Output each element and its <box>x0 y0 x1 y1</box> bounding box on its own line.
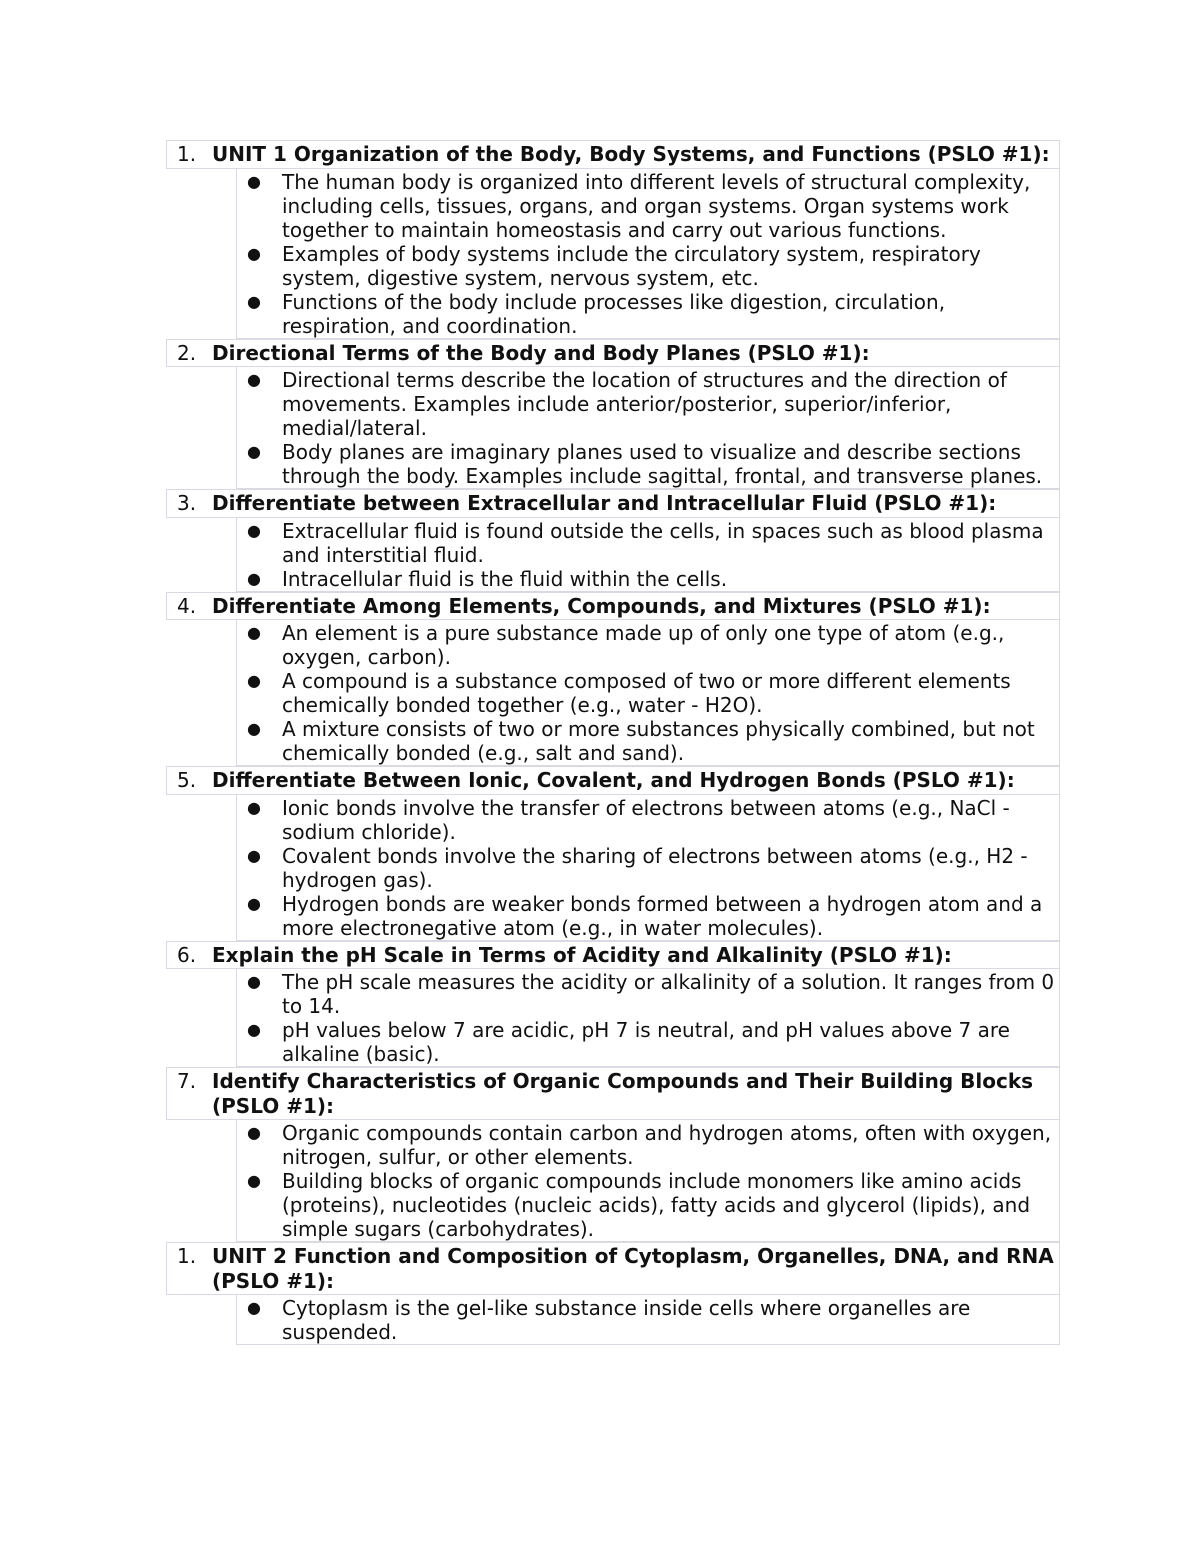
section-heading <box>166 140 1060 169</box>
bullet-dot-icon: ● <box>247 442 261 461</box>
section-heading <box>166 1067 1060 1120</box>
bullet-item <box>237 1121 1059 1169</box>
section-title: Directional Terms of the Body and Body Planes (PSLO #1): <box>212 340 870 365</box>
bullet-list <box>236 620 1060 766</box>
bullet-dot-icon: ● <box>247 623 261 642</box>
bullet-dot-icon: ● <box>247 1298 261 1317</box>
outline-section <box>166 592 1060 767</box>
section-heading <box>166 766 1060 795</box>
bullet-dot-icon: ● <box>247 797 261 817</box>
bullet-dot-icon: ● <box>247 1171 261 1190</box>
bullet-dot-icon: ● <box>247 719 261 738</box>
section-number: 3. <box>177 491 197 515</box>
bullet-item <box>237 567 1059 591</box>
bullet-item <box>237 621 1059 669</box>
bullet-dot-icon: ● <box>247 893 261 913</box>
section-heading <box>166 339 1060 368</box>
bullet-dot-icon: ● <box>247 1123 261 1142</box>
section-number: 4. <box>177 593 197 618</box>
bullet-list <box>236 169 1060 339</box>
bullet-item <box>237 170 1059 242</box>
section-number: 5. <box>177 768 197 792</box>
bullet-dot-icon: ● <box>247 370 261 389</box>
bullet-text: The pH scale measures the acidity or alkalinity of a solution. It ranges from 0 to 14. <box>282 970 1055 1018</box>
bullet-dot-icon: ● <box>247 671 261 690</box>
bullet-text: Organic compounds contain carbon and hydrogen atoms, often with oxygen, nitrogen, sulfur, or other elements. <box>282 1121 1052 1169</box>
bullet-dot-icon: ● <box>247 520 261 540</box>
section-title: Differentiate Between Ionic, Covalent, and Hydrogen Bonds (PSLO #1): <box>212 768 1015 792</box>
outline-section <box>166 489 1060 592</box>
bullet-list <box>236 795 1060 941</box>
bullet-text: Cytoplasm is the gel-like substance inside cells where organelles are suspended. <box>282 1296 971 1344</box>
bullet-text: Examples of body systems include the circulatory system, respiratory system, digestive system, nervous system, etc. <box>282 241 981 290</box>
bullet-list <box>236 518 1060 592</box>
section-title: Differentiate Among Elements, Compounds, and Mixtures (PSLO #1): <box>212 593 991 618</box>
bullet-dot-icon: ● <box>247 568 261 588</box>
bullet-dot-icon: ● <box>247 845 261 865</box>
outline-section <box>166 1067 1060 1242</box>
bullet-list <box>236 1120 1060 1242</box>
bullet-text: A mixture consists of two or more substances physically combined, but not chemically bonded (e.g., salt and sand). <box>282 717 1035 765</box>
outline-section <box>166 1242 1060 1345</box>
section-title: UNIT 2 Function and Composition of Cytoplasm, Organelles, DNA, and RNA (PSLO #1): <box>212 1244 1054 1293</box>
bullet-text: Covalent bonds involve the sharing of electrons between atoms (e.g., H2 - hydrogen gas). <box>282 843 1028 892</box>
section-heading <box>166 1242 1060 1295</box>
bullet-text: Extracellular fluid is found outside the cells, in spaces such as blood plasma and interstitial fluid. <box>282 518 1044 567</box>
bullet-item <box>237 717 1059 765</box>
section-number: 7. <box>177 1069 197 1093</box>
outline-section <box>166 140 1060 339</box>
bullet-text: pH values below 7 are acidic, pH 7 is neutral, and pH values above 7 are alkaline (basic). <box>282 1018 1010 1066</box>
bullet-text: The human body is organized into different levels of structural complexity, including cells, tissues, organs, and organ systems. Organ systems work together to maintain homeostasis and carry out various functions. <box>282 169 1031 242</box>
bullet-dot-icon: ● <box>247 1020 261 1039</box>
outline-section <box>166 941 1060 1068</box>
bullet-dot-icon: ● <box>247 972 261 991</box>
bullet-text: Body planes are imaginary planes used to visualize and describe sections through the body. Examples include sagittal, frontal, and transverse planes. <box>282 440 1043 488</box>
bullet-item <box>237 796 1059 844</box>
bullet-item <box>237 844 1059 892</box>
bullet-item <box>237 669 1059 717</box>
bullet-text: Ionic bonds involve the transfer of electrons between atoms (e.g., NaCl - sodium chloride). <box>282 795 1010 844</box>
section-title: UNIT 1 Organization of the Body, Body Systems, and Functions (PSLO #1): <box>212 142 1050 166</box>
section-heading <box>166 489 1060 518</box>
bullet-item <box>237 290 1059 338</box>
bullet-item <box>237 1296 1059 1344</box>
bullet-list <box>236 969 1060 1067</box>
outline-section <box>166 339 1060 490</box>
bullet-text: A compound is a substance composed of two or more different elements chemically bonded together (e.g., water - H2O). <box>282 669 1011 717</box>
bullet-text: Directional terms describe the location of structures and the direction of movements. Examples include anterior/posterior, superior/inferior, medial/lateral. <box>282 368 1007 440</box>
bullet-list <box>236 367 1060 489</box>
bullet-item <box>237 368 1059 440</box>
section-heading <box>166 941 1060 970</box>
section-title: Identify Characteristics of Organic Compounds and Their Building Blocks (PSLO #1): <box>212 1069 1034 1118</box>
section-heading <box>166 592 1060 621</box>
bullet-text: Intracellular fluid is the fluid within the cells. <box>282 566 728 591</box>
section-number: 6. <box>177 942 197 967</box>
section-number: 2. <box>177 340 197 365</box>
section-number: 1. <box>177 142 197 166</box>
bullet-text: An element is a pure substance made up of only one type of atom (e.g., oxygen, carbon). <box>282 621 1005 669</box>
bullet-list <box>236 1295 1060 1345</box>
bullet-item <box>237 242 1059 290</box>
section-title: Differentiate between Extracellular and Intracellular Fluid (PSLO #1): <box>212 491 997 515</box>
bullet-item <box>237 892 1059 940</box>
section-number: 1. <box>177 1244 197 1268</box>
bullet-item <box>237 1169 1059 1241</box>
bullet-item <box>237 440 1059 488</box>
document-page <box>166 140 1060 1345</box>
bullet-item <box>237 970 1059 1018</box>
section-title: Explain the pH Scale in Terms of Acidity and Alkalinity (PSLO #1): <box>212 942 952 967</box>
bullet-text: Functions of the body include processes like digestion, circulation, respiration, and coordination. <box>282 289 946 338</box>
bullet-dot-icon: ● <box>247 291 261 311</box>
bullet-text: Hydrogen bonds are weaker bonds formed between a hydrogen atom and a more electronegative atom (e.g., in water molecules). <box>282 891 1043 940</box>
outline-section <box>166 766 1060 941</box>
bullet-item <box>237 1018 1059 1066</box>
bullet-item <box>237 519 1059 567</box>
bullet-dot-icon: ● <box>247 243 261 263</box>
bullet-text: Building blocks of organic compounds include monomers like amino acids (proteins), nucleotides (nucleic acids), fatty acids and glycerol (lipids), and simple sugars (carbohydrates). <box>282 1169 1031 1241</box>
bullet-dot-icon: ● <box>247 171 261 191</box>
